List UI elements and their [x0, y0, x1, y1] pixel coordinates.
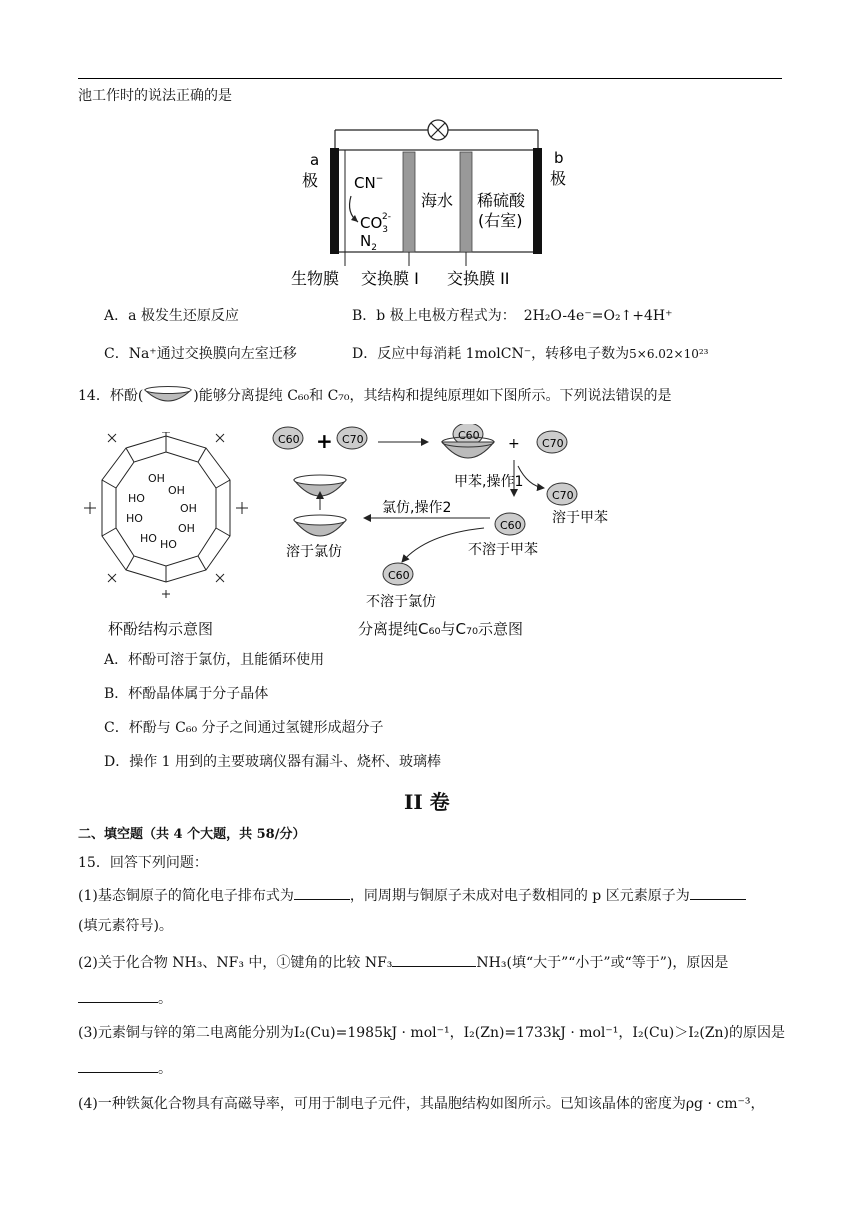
insoluble-chloroform-label: 不溶于氯仿	[366, 594, 436, 610]
svg-text:C60: C60	[388, 569, 410, 582]
q13-option-b-pre: B．b 极上电极方程式为：	[352, 308, 516, 324]
n2-sub: 2	[371, 243, 377, 253]
q15-part1-end: (填元素符号)。	[78, 918, 173, 934]
bio-membrane-label: 生物膜	[291, 269, 340, 288]
svg-text:C60: C60	[458, 429, 480, 442]
svg-text:HO: HO	[128, 492, 145, 505]
svg-text:C70: C70	[342, 433, 364, 446]
plus-sign-2: +	[508, 436, 520, 452]
separation-flow	[266, 424, 626, 614]
svg-text:HO: HO	[160, 538, 177, 551]
q14-stem-post: )能够分离提纯 C₆₀和 C₇₀，其结构和提纯原理如下图所示。下列说法错误的是	[193, 388, 672, 404]
q14-stem-pre: 14．杯酚(	[78, 388, 144, 404]
q15-blank-3	[392, 954, 476, 967]
electrode-b-label: b	[554, 149, 564, 167]
electrode-b-ji: 极	[550, 169, 567, 188]
svg-text:OH: OH	[178, 522, 195, 535]
electrode-a-label: a	[310, 151, 320, 169]
plus-sign-1: +	[316, 429, 333, 453]
dissolve-toluene-label: 溶于甲苯	[552, 510, 608, 526]
q15-part3-end: 。	[78, 1060, 172, 1078]
q15-blank-2	[690, 887, 746, 900]
cn-label: CN	[354, 174, 376, 192]
q14-stem	[78, 386, 672, 405]
ball-c60-final	[383, 563, 413, 585]
membrane-1-label: 交换膜 I	[361, 269, 419, 288]
q13-option-a: A．a 极发生还原反应	[104, 308, 239, 324]
electrode-a	[330, 148, 339, 254]
q15-part2-end: 。	[78, 990, 172, 1008]
q14-option-d: D．操作 1 用到的主要玻璃仪器有漏斗、烧杯、玻璃棒	[104, 754, 442, 770]
membrane-2-label: 交换膜 II	[447, 269, 510, 288]
svg-text:C60: C60	[278, 433, 300, 446]
co3-label: CO	[360, 214, 383, 232]
ball-c60-start	[273, 427, 303, 449]
co3-sup: 2-	[382, 212, 391, 222]
exchange-membrane-1	[403, 152, 415, 252]
q14-option-c: C．杯酚与 C₆₀ 分子之间通过氢键形成超分子	[104, 720, 384, 736]
q15-part4: (4)一种铁氮化合物具有高磁导率，可用于制电子元件，其晶胞结构如图所示。已知该晶体的密度为ρg · cm⁻³，	[78, 1096, 765, 1112]
seawater-label: 海水	[421, 191, 454, 210]
chloroform-op2-label: 氯仿,操作2	[382, 500, 452, 516]
lamp-icon	[428, 120, 448, 140]
ball-c70-start	[337, 427, 367, 449]
co3-sub: 3	[382, 225, 389, 235]
svg-text:C70: C70	[542, 437, 564, 450]
separation-caption: 分离提纯C₆₀与C₇₀示意图	[358, 620, 524, 638]
q15-blank-5	[78, 1060, 158, 1073]
cn-sup: −	[375, 174, 384, 184]
battery-diagram	[288, 118, 588, 290]
section-header: 二、填空题（共 4 个大题，共 58/分）	[78, 827, 306, 842]
q15-blank-1	[294, 887, 350, 900]
svg-text:HO: HO	[140, 532, 157, 545]
acid-label-1: 稀硫酸	[477, 191, 526, 210]
q13-lead: 池工作时的说法正确的是	[78, 88, 232, 104]
svg-text:OH: OH	[180, 502, 197, 515]
svg-text:C60: C60	[500, 519, 522, 532]
ball-c60-mid	[495, 513, 525, 535]
svg-text:CN−	[354, 174, 383, 192]
q13-option-d-val: 5×6.02×10²³	[629, 347, 709, 361]
svg-text:OH: OH	[148, 472, 165, 485]
q14-option-a: A．杯酚可溶于氯仿，且能循环使用	[104, 652, 325, 668]
q13-option-b-eq: 2H₂O-4e⁻=O₂↑+4H⁺	[523, 308, 673, 324]
q15-part2: (2)关于化合物 NH₃、NF₃ 中，①键角的比较 NF₃ NH₃(填“大于”“小于”或“等于”)，原因是	[78, 955, 729, 971]
electrode-b	[533, 148, 542, 254]
q14-option-b: B．杯酚晶体属于分子晶体	[104, 686, 269, 702]
header-rule	[78, 78, 782, 79]
dissolve-chloroform-label: 溶于氯仿	[286, 544, 342, 560]
bowl-recovered-icon	[294, 515, 346, 536]
q15-blank-4	[78, 990, 158, 1003]
section-title: II 卷	[404, 790, 450, 814]
bowl-complex-icon	[442, 424, 494, 458]
q13-option-d	[352, 346, 708, 363]
electrode-a-ji: 极	[302, 171, 319, 190]
ball-c70-dissolved	[547, 483, 577, 505]
q13-option-c: C．Na⁺通过交换膜向左室迁移	[104, 346, 297, 362]
calixarene-structure	[76, 432, 256, 602]
q15-part1: (1)基态铜原子的简化电子排布式为 ，同周期与铜原子未成对电子数相同的 p 区元素原子为	[78, 887, 746, 905]
acid-label-2: (右室)	[478, 211, 523, 230]
q15-stem: 15．回答下列问题：	[78, 855, 208, 871]
ball-c70-mid	[537, 431, 567, 453]
n2-label: N	[360, 232, 372, 250]
structure-caption: 杯酚结构示意图	[108, 620, 214, 638]
calixarene-bowl-icon	[143, 386, 193, 404]
insoluble-toluene-label: 不溶于甲苯	[468, 542, 538, 558]
q15-part3: (3)元素铜与锌的第二电离能分别为I₂(Cu)=1985kJ · mol⁻¹，I₂(Zn)=1733kJ · mol⁻¹，I₂(Cu)＞I₂(Zn)的原因是	[78, 1025, 786, 1041]
toluene-op1-label: 甲苯,操作1	[454, 474, 524, 490]
q13-option-d-pre: D．反应中每消耗 1molCN⁻，转移电子数为	[352, 346, 630, 362]
q13-option-b	[352, 308, 673, 325]
svg-text:OH: OH	[168, 484, 185, 497]
exchange-membrane-2	[460, 152, 472, 252]
svg-text:N2	[360, 232, 377, 253]
svg-text:HO: HO	[126, 512, 143, 525]
svg-text:C70: C70	[552, 489, 574, 502]
